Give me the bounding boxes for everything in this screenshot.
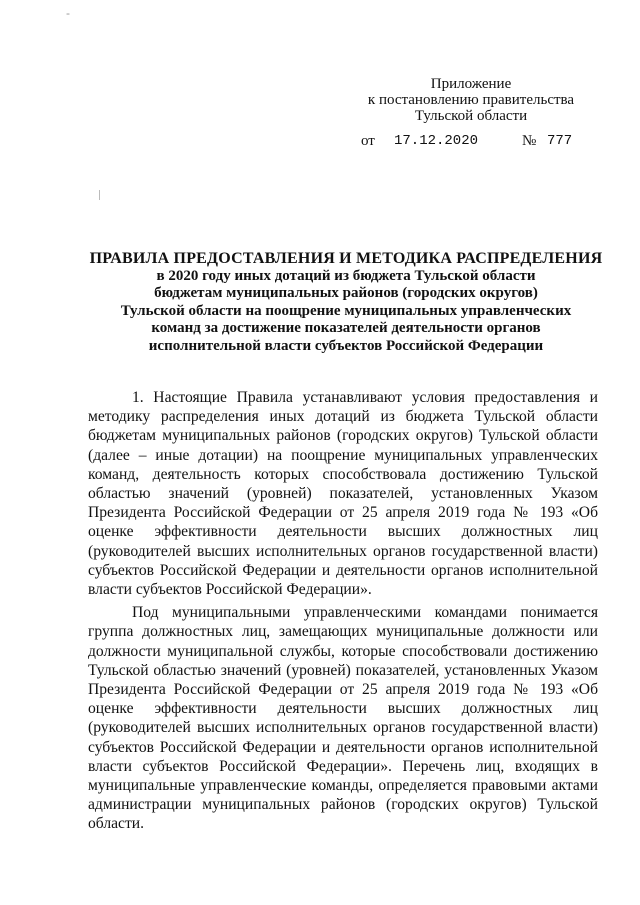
scan-mark: - [66, 6, 70, 20]
scan-artifact [99, 190, 100, 200]
document-body [88, 388, 598, 834]
title-line: ПРАВИЛА ПРЕДОСТАВЛЕНИЯ И МЕТОДИКА РАСПРЕДЕЛЕНИЯ [89, 250, 603, 267]
date-number-line [361, 133, 575, 151]
title-line: команд за достижение показателей деятельности органов [151, 320, 541, 336]
title-line: бюджетам муниципальных районов (городских округов) [154, 285, 538, 301]
number-sign: № [522, 133, 537, 149]
appendix-region: Тульской области [414, 108, 528, 124]
title-line: Тульской области на поощрение муниципальных управленческих [120, 302, 572, 319]
paragraph: 1. Настоящие Правила устанавливают условия предоставления и методику распределения иных дотаций из бюджета Тульской области бюджетам муниципальных районов (городских округов) Тульской области (далее – иные дотации) на поощрение муниципальных управленческих команд, деятельность которых способствовала достижению Тульской областью значений (уровней) показателей, установленных Указом Президента Российской Федерации от 25 апреля 2019 года № 193 «Об оценке эффективности деятельности высших должностных лиц (руководителей высших исполнительных органов государственной власти) субъектов Российской Федерации и деятельности органов исполнительной власти субъектов Российской Федерации». [88, 389, 598, 599]
document-title [86, 250, 606, 355]
title-line: исполнительной власти субъектов Российской Федерации [148, 337, 544, 354]
from-label: от [361, 133, 375, 149]
document-date: 17.12.2020 [394, 133, 479, 149]
paragraph: Под муниципальными управленческими командами понимается группа должностных лиц, замещающих муниципальные должности или должности муниципальной службы, которые способствовали достижению Тульской областью значений (уровней) показателей, установленных Указом Президента Российской Федерации от 25 апреля 2019 года № 193 «Об оценке эффективности деятельности высших должностных лиц (руководителей высших исполнительных органов государственной власти) субъектов Российской Федерации и деятельности органов исполнительной власти субъектов Российской Федерации». Перечень лиц, входящих в муниципальные управленческие команды, определяется правовыми актами администрации муниципальных районов (городских округов) Тульской области. [88, 604, 598, 833]
appendix-header [364, 76, 578, 124]
document-number: 777 [547, 133, 573, 149]
appendix-resolution: к постановлению правительства [367, 92, 575, 108]
appendix-label: Приложение [430, 76, 512, 92]
title-line: в 2020 году иных дотаций из бюджета Тульской области [156, 267, 536, 284]
